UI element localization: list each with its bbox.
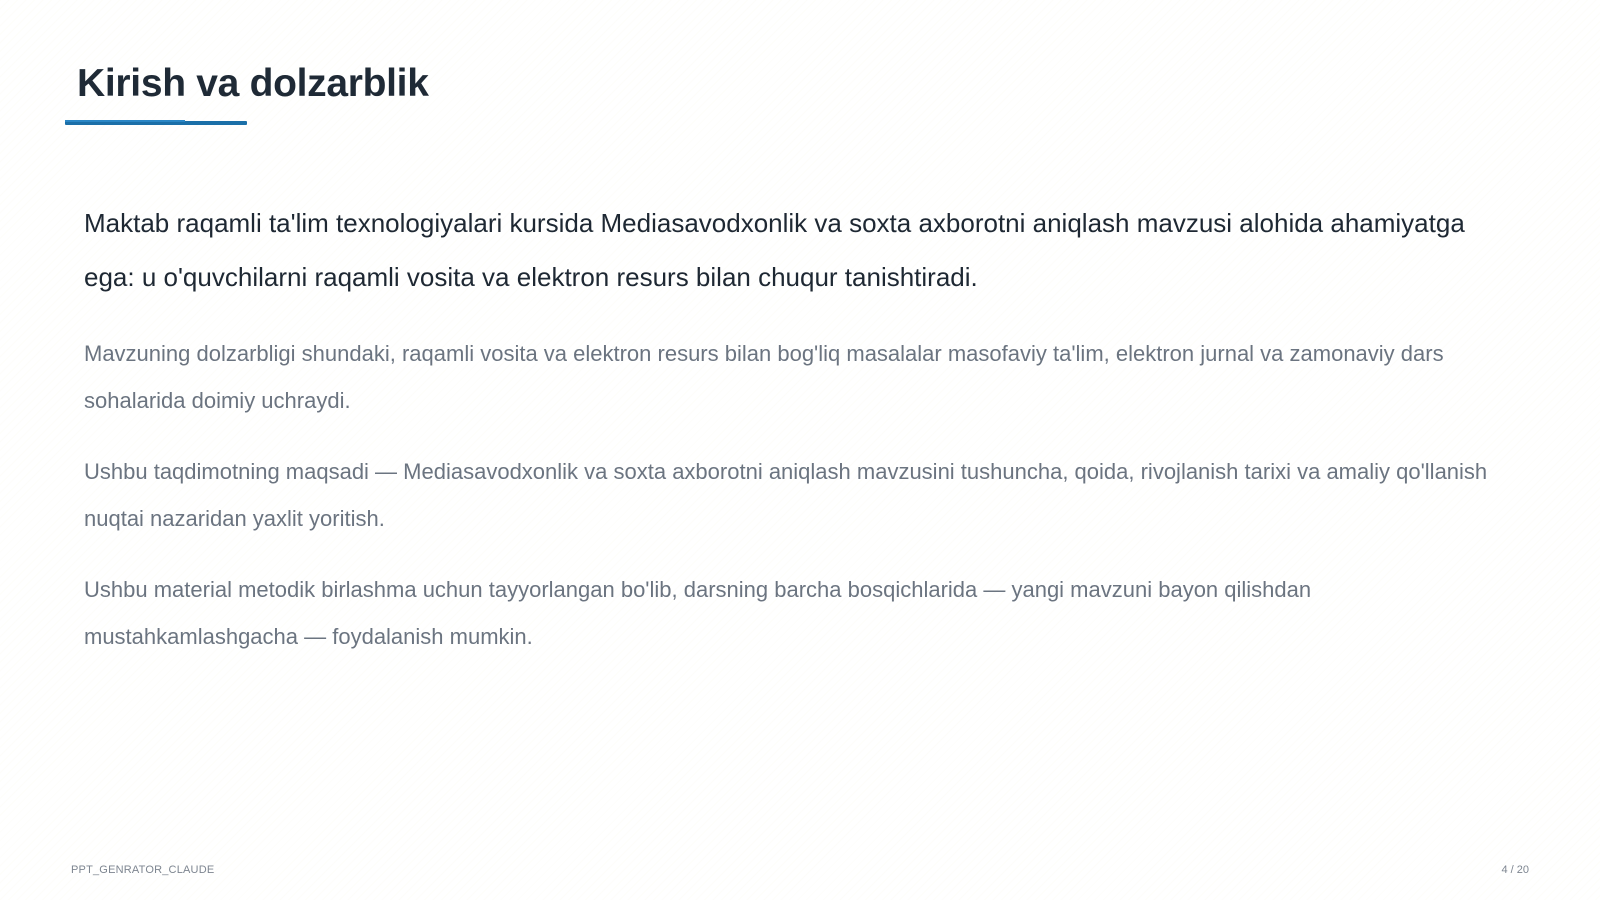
lead-paragraph: Maktab raqamli ta'lim texnologiyalari kursida Mediasavodxonlik va soxta axborotni aniqlash mavzusi alohida ahamiyatga ega: u o'quvchilarni raqamli vosita va elektron resurs bilan chuqur tanishtiradi. [84,208,1465,292]
slide-title: Kirish va dolzarblik [77,62,429,105]
body-paragraph-3: Ushbu material metodik birlashma uchun tayyorlangan bo'lib, darsning barcha bosqichlarida — yangi mavzuni bayon qilishdan mustahkamlashgacha — foydalanish mumkin. [84,577,1312,649]
footer-page-number: 4 / 20 [1501,864,1529,876]
title-underline-accent [65,120,185,122]
body-paragraph-1: Mavzuning dolzarbligi shundaki, raqamli vosita va elektron resurs bilan bog'liq masalalar masofaviy ta'lim, elektron jurnal va zamonaviy dars sohalarida doimiy uchraydi. [84,341,1444,413]
title-underline [65,120,247,128]
slide-body [84,196,1504,684]
body-paragraph-2: Ushbu taqdimotning maqsadi — Mediasavodxonlik va soxta axborotni aniqlash mavzusini tushuncha, qoida, rivojlanish tarixi va amaliy qo'llanish nuqtai nazaridan yaxlit yoritish. [84,459,1488,531]
footer-source-label: PPT_GENRATOR_CLAUDE [71,864,215,876]
